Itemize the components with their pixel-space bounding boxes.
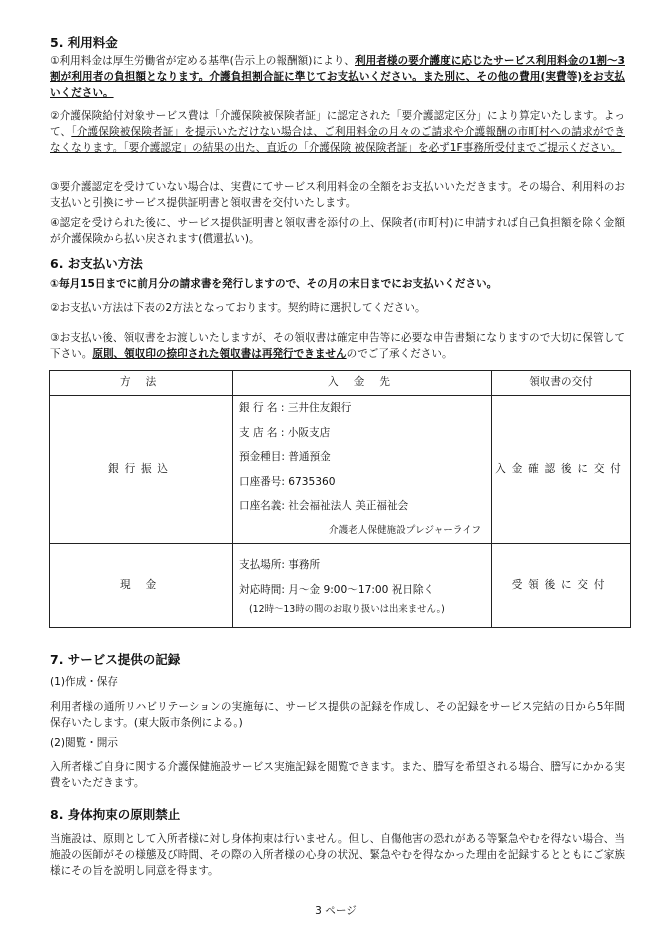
page-number: 3 ページ bbox=[315, 905, 357, 917]
section-7-sub-2: (2)閲覧・開示 bbox=[50, 737, 118, 749]
account-holder: 口座名義: 社会福祉法人 美正福祉会 bbox=[239, 500, 409, 512]
branch-name: 支 店 名 : 小阪支店 bbox=[239, 426, 331, 439]
cash-receipt: 受領後に交付 bbox=[492, 544, 631, 628]
insurance-card-notice: 「介護保険被保険者証」を提示いただけない場合は、ご利用料金の月々のご請求や介護報酬の市町村への請求ができなくなります。「要介護認定」の結果の出た、直近の「介護保険 被保険者証」を必ず1F事務所受付までご提示ください。 bbox=[50, 125, 625, 154]
section-6-para-1: ①毎月15日までに前月分の請求書を発行しますので、その月の末日までにお支払いください。 bbox=[50, 278, 498, 290]
section-7-para-2: 入所者様ご自身に関する介護保健施設サービス実施記録を閲覧できます。また、謄写を希望される場合、謄写にかかる実費をいただきます。 bbox=[50, 761, 625, 789]
account-type: 預金種目: 普通預金 bbox=[239, 451, 331, 463]
section-5-para-4: ④認定を受けられた後に、サービス提供証明書と領収書を添付の上、保険者(市町村)に申請すれば自己負担額を除く金額が介護保険から払い戻されます(償還払い)。 bbox=[50, 217, 625, 245]
section-5-para-3: ③要介護認定を受けていない場合は、実費にてサービス利用料金の全額をお支払いいただきます。その場合、利用料のお支払いと引換にサービス提供証明書と領収書を交付いたします。 bbox=[50, 181, 625, 209]
section-7-title: 7. サービス提供の記録 bbox=[50, 652, 181, 667]
cash-method: 現 金 bbox=[50, 544, 233, 628]
bank-method: 銀行振込 bbox=[50, 396, 233, 544]
section-8-para-1: 当施設は、原則として入所者様に対し身体拘束は行いません。但し、自傷他害の恐れがある等緊急やむを得ない場合、当施設の医師がその様態及び時間、その際の入所者様の心身の状況、緊急やむを得なかった理由を記録するとともにご家族様にその旨を説明し同意を得ます。 bbox=[50, 833, 625, 877]
cash-details bbox=[233, 544, 492, 628]
payment-place: 支払場所: 事務所 bbox=[239, 559, 321, 571]
header-destination: 入 金 先 bbox=[233, 371, 492, 396]
section-7-sub-1: (1)作成・保存 bbox=[50, 676, 118, 688]
table-row-cash bbox=[50, 544, 631, 628]
header-method: 方 法 bbox=[50, 371, 233, 396]
bank-name: 銀 行 名 : 三井住友銀行 bbox=[239, 402, 352, 414]
account-holder-facility: 介護老人保健施設プレジャーライフ bbox=[329, 524, 482, 536]
lunch-note: (12時〜13時の間のお取り扱いは出来ません。) bbox=[249, 604, 445, 615]
no-reissue-notice: 原則、領収印の捺印された領収書は再発行できません bbox=[92, 347, 347, 360]
payment-methods-table bbox=[49, 370, 631, 628]
section-7-para-1: 利用者様の通所リハビリテーションの実施毎に、サービス提供の記録を作成し、その記録をサービス完結の日から5年間保存いたします。(東大阪市条例による。) bbox=[50, 701, 625, 729]
table-header-row bbox=[50, 371, 631, 396]
table-row-bank bbox=[50, 396, 631, 544]
section-5-title: 5. 利用料金 bbox=[50, 35, 118, 50]
header-receipt: 領収書の交付 bbox=[492, 371, 631, 396]
account-number: 口座番号: 6735360 bbox=[239, 475, 336, 488]
section-6-para-3: ③お支払い後、領収書をお渡しいたしますが、その領収書は確定申告等に必要な申告書類になりますので大切に保管して下さい。原則、領収印の捺印された領収書は再発行できませんのでご了承ください。 bbox=[50, 332, 625, 360]
bank-receipt: 入金確認後に交付 bbox=[492, 396, 631, 544]
section-5-para-1: ①利用料金は厚生労働省が定める基準(告示上の報酬額)により、利用者様の要介護度に応じたサービス利用料金の1割〜3割が利用者の負担額となります。介護負担割合証に準じてお支払いください。また別に、その他の費用(実費等)をお支払いください。 bbox=[50, 55, 625, 99]
section-6-title: 6. お支払い方法 bbox=[50, 256, 143, 271]
section-8-title: 8. 身体拘束の原則禁止 bbox=[50, 807, 181, 822]
office-hours: 対応時間: 月〜金 9:00〜17:00 祝日除く bbox=[239, 583, 435, 596]
fee-emphasis: 利用者様の要介護度に応じたサービス利用料金の1割〜3割が利用者の負担額となります。介護負担割合証に準じてお支払いください。また別に、その他の費用(実費等)をお支払いください。 bbox=[50, 55, 625, 99]
section-6-para-2: ②お支払い方法は下表の2方法となっております。契約時に選択してください。 bbox=[50, 302, 426, 314]
bank-details bbox=[233, 396, 492, 544]
section-5-para-2: ②介護保険給付対象サービス費は「介護保険被保険者証」に認定された「要介護認定区分」により算定いたします。よって、「介護保険被保険者証」を提示いただけない場合は、ご利用料金の月々のご請求や介護報酬の市町村への請求ができなくなります。「要介護認定」の結果の出た、直近の「介護保険 被保険者証」を必ず1F事務所受付までご提示ください。 bbox=[50, 110, 625, 154]
